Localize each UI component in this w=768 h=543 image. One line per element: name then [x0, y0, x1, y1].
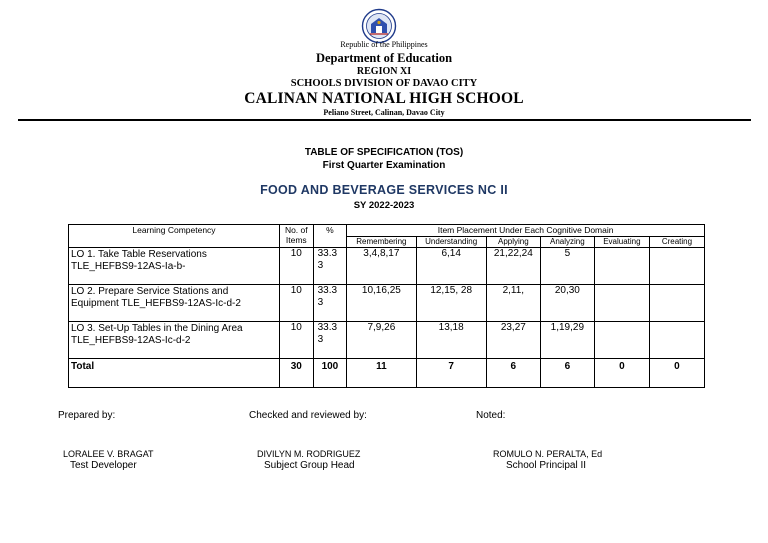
tos-table: [68, 224, 705, 388]
header-items: No. of Items: [279, 225, 313, 248]
noted-role: School Principal II: [506, 460, 587, 471]
school-address: Peliano Street, Calinan, Davao City: [323, 108, 445, 117]
prepared-role: Test Developer: [70, 460, 137, 471]
total-label: Total: [69, 359, 280, 388]
total-creating: 0: [649, 359, 704, 388]
school-name: CALINAN NATIONAL HIGH SCHOOL: [244, 90, 524, 107]
evaluating-cell: [594, 248, 649, 285]
evaluating-cell: [594, 285, 649, 322]
school-year: SY 2022-2023: [353, 200, 415, 211]
remembering-cell: 3,4,8,17: [347, 248, 416, 285]
total-analyzing: 6: [540, 359, 594, 388]
checked-role: Subject Group Head: [264, 460, 355, 471]
checked-by-label: Checked and reviewed by:: [249, 410, 367, 421]
applying-cell: 2,11,: [486, 285, 540, 322]
understanding-cell: 13,18: [416, 322, 486, 359]
remembering-cell: 10,16,25: [347, 285, 416, 322]
total-remembering: 11: [347, 359, 416, 388]
creating-cell: [649, 285, 704, 322]
table-row: [69, 322, 705, 359]
competency-line: LO 2. Prepare Service Stations and: [71, 286, 229, 297]
total-applying: 6: [486, 359, 540, 388]
competency-code: Equipment TLE_HEFBS9-12AS-Ic-d-2: [71, 298, 241, 309]
understanding-cell: 6,14: [416, 248, 486, 285]
competency-code: TLE_HEFBS9-12AS-Ic-d-2: [71, 335, 191, 346]
competency-cell: [69, 322, 280, 359]
analyzing-cell: 1,19,29: [540, 322, 594, 359]
total-row: [69, 359, 705, 388]
deped-seal-icon: [358, 8, 400, 44]
document-subtitle: First Quarter Examination: [322, 160, 446, 171]
competency-cell: [69, 285, 280, 322]
header-competency: Learning Competency: [69, 225, 280, 248]
analyzing-cell: 20,30: [540, 285, 594, 322]
total-items: 30: [279, 359, 313, 388]
header-domain-evaluating: Evaluating: [594, 237, 649, 248]
competency-line: LO 1. Take Table Reservations: [71, 249, 207, 260]
header-domain-analyzing: Analyzing: [540, 237, 594, 248]
total-percent: 100: [313, 359, 347, 388]
applying-cell: 21,22,24: [486, 248, 540, 285]
checked-name: DIVILYN M. RODRIGUEZ: [257, 449, 361, 459]
understanding-cell: 12,15, 28: [416, 285, 486, 322]
header-domain-applying: Applying: [486, 237, 540, 248]
items-cell: 10: [279, 248, 313, 285]
applying-cell: 23,27: [486, 322, 540, 359]
competency-code: TLE_HEFBS9-12AS-Ia-b-: [71, 261, 186, 272]
remembering-cell: 7,9,26: [347, 322, 416, 359]
noted-name: ROMULO N. PERALTA, Ed: [493, 449, 603, 459]
creating-cell: [649, 322, 704, 359]
analyzing-cell: 5: [540, 248, 594, 285]
items-cell: 10: [279, 322, 313, 359]
total-evaluating: 0: [594, 359, 649, 388]
competency-line: LO 3. Set-Up Tables in the Dining Area: [71, 323, 243, 334]
evaluating-cell: [594, 322, 649, 359]
percent-cell: 33.3 3: [313, 322, 347, 359]
table-row: [69, 248, 705, 285]
department-name: Department of Education: [315, 51, 453, 65]
division-name: SCHOOLS DIVISION OF DAVAO CITY: [290, 78, 478, 89]
header-domain-remembering: Remembering: [347, 237, 416, 248]
header-placement: Item Placement Under Each Cognitive Domain: [347, 225, 705, 237]
header-divider: [18, 119, 751, 121]
header-percent: %: [313, 225, 347, 248]
prepared-name: LORALEE V. BRAGAT: [63, 449, 154, 459]
competency-cell: [69, 248, 280, 285]
document-title: TABLE OF SPECIFICATION (TOS): [304, 147, 464, 158]
items-cell: 10: [279, 285, 313, 322]
header-domain-creating: Creating: [649, 237, 704, 248]
republic-label: Republic of the Philippines: [340, 40, 428, 49]
subject-title: FOOD AND BEVERAGE SERVICES NC II: [260, 183, 508, 197]
table-row: [69, 285, 705, 322]
region-name: REGION XI: [356, 66, 412, 77]
creating-cell: [649, 248, 704, 285]
percent-cell: 33.3 3: [313, 248, 347, 285]
noted-label: Noted:: [476, 410, 506, 421]
prepared-by-label: Prepared by:: [58, 410, 116, 421]
percent-cell: 33.3 3: [313, 285, 347, 322]
header-domain-understanding: Understanding: [416, 237, 486, 248]
total-understanding: 7: [416, 359, 486, 388]
